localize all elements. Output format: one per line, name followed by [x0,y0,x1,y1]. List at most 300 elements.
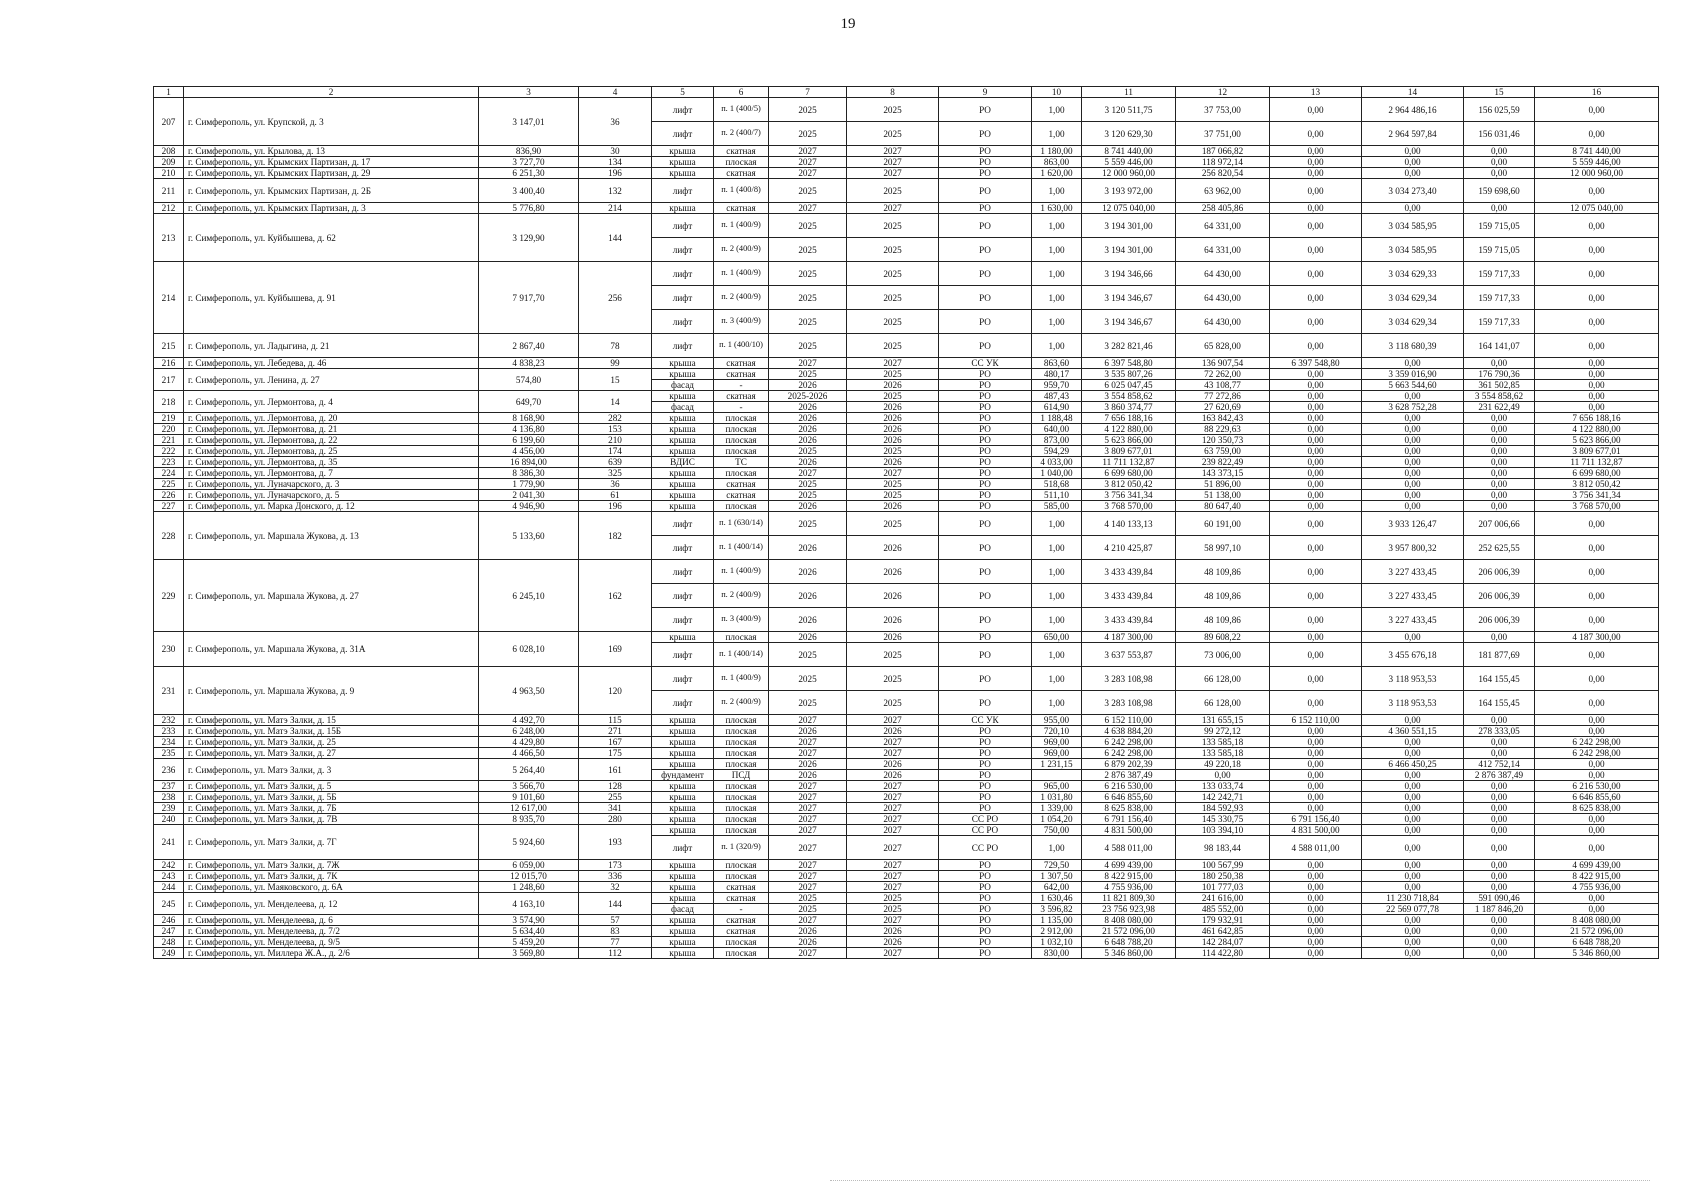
cell-c16: 6 646 855,60 [1535,792,1659,803]
cell-c13: 0,00 [1270,238,1362,262]
area-cell: 5 924,60 [479,825,579,860]
cell-c16: 11 711 132,87 [1535,457,1659,468]
cell-c15: 207 006,66 [1464,512,1535,536]
residents-cell: 77 [579,937,652,948]
cell-c16: 4 699 439,00 [1535,860,1659,871]
area-cell: 5 264,40 [479,759,579,781]
cell-type: крыша [652,781,714,792]
row-number-cell: 212 [154,203,184,214]
cell-y1: 2025 [769,643,847,667]
cell-c15: 1 187 846,20 [1464,904,1535,915]
cell-y2: 2027 [847,468,939,479]
cell-src: РО [939,179,1032,203]
cell-c16: 4 755 936,00 [1535,882,1659,893]
residents-cell: 271 [579,726,652,737]
address-cell: г. Симферополь, ул. Матэ Залки, д. 7К [184,871,479,882]
cell-c14: 3 034 629,34 [1362,286,1464,310]
cell-c15: 0,00 [1464,781,1535,792]
cell-c12: 461 642,85 [1176,926,1270,937]
table-row [154,915,1659,926]
cell-total: 21 572 096,00 [1082,926,1176,937]
cell-c16: 0,00 [1535,825,1659,836]
cell-qty: 1,00 [1032,214,1082,238]
cell-c15: 0,00 [1464,814,1535,825]
cell-c14: 0,00 [1362,915,1464,926]
table-row [154,479,1659,490]
cell-c13: 0,00 [1270,584,1362,608]
cell-src: РО [939,369,1032,380]
address-cell: г. Симферополь, ул. Ладыгина, д. 21 [184,334,479,358]
residents-cell: 115 [579,715,652,726]
cell-c15: 0,00 [1464,836,1535,860]
cell-qty: 1,00 [1032,238,1082,262]
cell-c16: 8 625 838,00 [1535,803,1659,814]
header-cell: 3 [479,87,579,98]
cell-y1: 2025 [769,893,847,904]
cell-y1: 2027 [769,157,847,168]
table-row [154,792,1659,803]
cell-qty: 1,00 [1032,584,1082,608]
residents-cell: 112 [579,948,652,959]
table-row [154,759,1659,770]
cell-src: РО [939,98,1032,122]
address-cell: г. Симферополь, ул. Менделеева, д. 6 [184,915,479,926]
cell-sub: плоская [714,157,769,168]
cell-qty: 729,50 [1032,860,1082,871]
cell-type: крыша [652,168,714,179]
cell-src: РО [939,948,1032,959]
cell-c12: 99 272,12 [1176,726,1270,737]
cell-c12: 64 430,00 [1176,310,1270,334]
cell-c15: 176 790,36 [1464,369,1535,380]
cell-c13: 0,00 [1270,893,1362,904]
cell-c15: 0,00 [1464,926,1535,937]
cell-src: РО [939,737,1032,748]
cell-total: 6 646 855,60 [1082,792,1176,803]
area-cell: 9 101,60 [479,792,579,803]
cell-type: крыша [652,803,714,814]
row-number-cell: 234 [154,737,184,748]
cell-sub: плоская [714,748,769,759]
table-row [154,512,1659,536]
cell-c12: 184 592,93 [1176,803,1270,814]
address-cell: г. Симферополь, ул. Лермонтова, д. 25 [184,446,479,457]
cell-c12: 98 183,44 [1176,836,1270,860]
cell-c14: 3 118 953,53 [1362,691,1464,715]
area-cell: 5 634,40 [479,926,579,937]
cell-sub: плоская [714,792,769,803]
cell-c15: 0,00 [1464,413,1535,424]
cell-y1: 2025 [769,667,847,691]
cell-c14: 0,00 [1362,836,1464,860]
row-number-cell: 219 [154,413,184,424]
address-cell: г. Симферополь, ул. Лермонтова, д. 35 [184,457,479,468]
cell-src: РО [939,286,1032,310]
cell-y1: 2026 [769,402,847,413]
cell-total: 4 588 011,00 [1082,836,1176,860]
cell-c15: 159 717,33 [1464,310,1535,334]
cell-sub: скатная [714,882,769,893]
address-cell: г. Симферополь, ул. Лермонтова, д. 21 [184,424,479,435]
cell-src: РО [939,691,1032,715]
row-number-cell: 224 [154,468,184,479]
row-number-cell: 239 [154,803,184,814]
header-cell: 11 [1082,87,1176,98]
cell-type: лифт [652,584,714,608]
cell-qty: 1,00 [1032,667,1082,691]
area-cell: 4 946,90 [479,501,579,512]
cell-y2: 2025 [847,691,939,715]
cell-y1: 2027 [769,737,847,748]
cell-qty: 3 596,82 [1032,904,1082,915]
cell-c14: 3 628 752,28 [1362,402,1464,413]
cell-total: 6 152 110,00 [1082,715,1176,726]
cell-qty: 1,00 [1032,98,1082,122]
cell-y2: 2026 [847,759,939,770]
cell-y1: 2027 [769,871,847,882]
residents-cell: 120 [579,667,652,715]
cell-src: РО [939,446,1032,457]
cell-y1: 2025 [769,490,847,501]
area-cell: 8 386,30 [479,468,579,479]
residents-cell: 36 [579,479,652,490]
cell-qty: 1,00 [1032,608,1082,632]
cell-c12: 133 585,18 [1176,748,1270,759]
cell-y1: 2026 [769,608,847,632]
cell-c13: 0,00 [1270,479,1362,490]
area-cell: 5 459,20 [479,937,579,948]
cell-src: РО [939,667,1032,691]
cell-y1: 2027 [769,915,847,926]
cell-c16: 0,00 [1535,369,1659,380]
cell-qty: 1,00 [1032,286,1082,310]
cell-c16: 12 000 960,00 [1535,168,1659,179]
cell-c15: 164 155,45 [1464,667,1535,691]
cell-src: РО [939,512,1032,536]
cell-sub: п. 1 (400/9) [714,667,769,691]
cell-c13: 0,00 [1270,413,1362,424]
cell-c13: 0,00 [1270,262,1362,286]
cell-y1: 2026 [769,424,847,435]
cell-sub: плоская [714,781,769,792]
cell-c15: 0,00 [1464,457,1535,468]
cell-c14: 3 227 433,45 [1362,560,1464,584]
table-row [154,814,1659,825]
cell-qty: 2 912,00 [1032,926,1082,937]
cell-qty: 1,00 [1032,536,1082,560]
cell-sub: плоская [714,948,769,959]
cell-y1: 2027 [769,882,847,893]
cell-sub: плоская [714,424,769,435]
cell-type: лифт [652,643,714,667]
cell-c14: 0,00 [1362,457,1464,468]
cell-type: крыша [652,814,714,825]
cell-c15: 361 502,85 [1464,380,1535,391]
cell-y2: 2026 [847,770,939,781]
cell-c15: 0,00 [1464,825,1535,836]
cell-type: крыша [652,358,714,369]
cell-src: РО [939,334,1032,358]
residents-cell: 280 [579,814,652,825]
cell-type: крыша [652,146,714,157]
cell-c13: 0,00 [1270,937,1362,948]
cell-c14: 0,00 [1362,435,1464,446]
table-row [154,726,1659,737]
residents-cell: 83 [579,926,652,937]
cell-qty: 614,90 [1032,402,1082,413]
cell-total: 3 120 629,30 [1082,122,1176,146]
cell-total: 3 637 553,87 [1082,643,1176,667]
address-cell: г. Симферополь, ул. Менделеева, д. 9/5 [184,937,479,948]
cell-type: лифт [652,691,714,715]
area-cell: 4 492,70 [479,715,579,726]
cell-qty: 480,17 [1032,369,1082,380]
cell-type: крыша [652,479,714,490]
cell-c16: 0,00 [1535,893,1659,904]
header-cell: 4 [579,87,652,98]
cell-y2: 2025 [847,238,939,262]
cell-sub: - [714,380,769,391]
area-cell: 8 935,70 [479,814,579,825]
cell-c16: 0,00 [1535,98,1659,122]
cell-c14: 0,00 [1362,715,1464,726]
cell-qty: 1 188,48 [1032,413,1082,424]
area-cell: 4 456,00 [479,446,579,457]
cell-total: 4 210 425,87 [1082,536,1176,560]
area-cell: 3 569,80 [479,948,579,959]
residents-cell: 255 [579,792,652,803]
cell-y2: 2027 [847,871,939,882]
cell-qty: 1,00 [1032,691,1082,715]
address-cell: г. Симферополь, ул. Маршала Жукова, д. 13 [184,512,479,560]
table-row [154,179,1659,203]
cell-sub: плоская [714,413,769,424]
cell-c16: 3 768 570,00 [1535,501,1659,512]
cell-sub: скатная [714,926,769,937]
cell-c13: 6 791 156,40 [1270,814,1362,825]
residents-cell: 196 [579,501,652,512]
cell-c12: 239 822,49 [1176,457,1270,468]
cell-type: лифт [652,98,714,122]
cell-y1: 2026 [769,501,847,512]
cell-src: РО [939,536,1032,560]
cell-sub: скатная [714,391,769,402]
cell-y2: 2027 [847,948,939,959]
cell-total: 8 741 440,00 [1082,146,1176,157]
table-row [154,632,1659,643]
residents-cell: 174 [579,446,652,457]
cell-qty: 585,00 [1032,501,1082,512]
cell-c16: 0,00 [1535,560,1659,584]
cell-c13: 0,00 [1270,536,1362,560]
cell-c15: 156 025,59 [1464,98,1535,122]
row-number-cell: 238 [154,792,184,803]
cell-src: РО [939,501,1032,512]
row-number-cell: 247 [154,926,184,937]
cell-c15: 0,00 [1464,748,1535,759]
cell-c16: 0,00 [1535,904,1659,915]
cell-y1: 2027 [769,814,847,825]
table-row [154,203,1659,214]
cell-c15: 0,00 [1464,146,1535,157]
cell-total: 12 000 960,00 [1082,168,1176,179]
header-cell: 14 [1362,87,1464,98]
cell-c12: 103 394,10 [1176,825,1270,836]
residents-cell: 15 [579,369,652,391]
cell-type: крыша [652,893,714,904]
area-cell: 7 917,70 [479,262,579,334]
cell-c13: 0,00 [1270,446,1362,457]
cell-y1: 2026 [769,937,847,948]
cell-y1: 2027 [769,803,847,814]
cell-y2: 2027 [847,825,939,836]
cell-src: СС УК [939,358,1032,369]
schedule-table-container [153,86,1658,959]
row-number-cell: 232 [154,715,184,726]
cell-c16: 0,00 [1535,584,1659,608]
address-cell: г. Симферополь, ул. Крымских Партизан, д. 29 [184,168,479,179]
cell-c14: 0,00 [1362,825,1464,836]
cell-sub: п. 3 (400/9) [714,608,769,632]
cell-src: РО [939,926,1032,937]
cell-c12: 88 229,63 [1176,424,1270,435]
address-cell: г. Симферополь, ул. Лермонтова, д. 20 [184,413,479,424]
cell-c16: 0,00 [1535,262,1659,286]
address-cell: г. Симферополь, ул. Лермонтова, д. 22 [184,435,479,446]
cell-total: 3 860 374,77 [1082,402,1176,413]
address-cell: г. Симферополь, ул. Крылова, д. 13 [184,146,479,157]
cell-src: РО [939,893,1032,904]
cell-qty: 1 620,00 [1032,168,1082,179]
cell-y1: 2027 [769,146,847,157]
cell-c12: 142 284,07 [1176,937,1270,948]
cell-c15: 0,00 [1464,792,1535,803]
cell-total: 8 625 838,00 [1082,803,1176,814]
cell-y2: 2027 [847,792,939,803]
cell-y2: 2026 [847,608,939,632]
cell-src: РО [939,871,1032,882]
cell-c15: 231 622,49 [1464,402,1535,413]
residents-cell: 196 [579,168,652,179]
cell-y2: 2027 [847,836,939,860]
cell-c15: 412 752,14 [1464,759,1535,770]
cell-total: 3 120 511,75 [1082,98,1176,122]
cell-c12: 256 820,54 [1176,168,1270,179]
cell-qty: 1,00 [1032,836,1082,860]
cell-c14: 0,00 [1362,803,1464,814]
cell-c15: 206 006,39 [1464,584,1535,608]
table-row [154,781,1659,792]
cell-y2: 2025 [847,310,939,334]
cell-c16: 0,00 [1535,608,1659,632]
cell-c15: 0,00 [1464,203,1535,214]
cell-type: крыша [652,501,714,512]
cell-type: фасад [652,904,714,915]
cell-total: 3 812 050,42 [1082,479,1176,490]
cell-y2: 2025 [847,893,939,904]
cell-c16: 0,00 [1535,726,1659,737]
cell-c15: 0,00 [1464,632,1535,643]
cell-c14: 0,00 [1362,413,1464,424]
header-cell: 1 [154,87,184,98]
cell-c15: 0,00 [1464,490,1535,501]
cell-y1: 2027 [769,203,847,214]
cell-sub: скатная [714,893,769,904]
cell-c13: 0,00 [1270,948,1362,959]
cell-c14: 3 034 629,33 [1362,262,1464,286]
area-cell: 12 617,00 [479,803,579,814]
cell-c13: 0,00 [1270,667,1362,691]
cell-c13: 0,00 [1270,334,1362,358]
area-cell: 4 136,80 [479,424,579,435]
header-cell: 9 [939,87,1032,98]
area-cell: 6 028,10 [479,632,579,667]
cell-src: РО [939,262,1032,286]
cell-c15: 0,00 [1464,168,1535,179]
cell-total: 4 187 300,00 [1082,632,1176,643]
cell-y2: 2026 [847,726,939,737]
cell-sub: п. 1 (400/9) [714,560,769,584]
cell-y1: 2025 [769,262,847,286]
cell-y2: 2026 [847,457,939,468]
cell-y2: 2025 [847,262,939,286]
cell-c12: 118 972,14 [1176,157,1270,168]
cell-type: лифт [652,238,714,262]
cell-y1: 2027 [769,836,847,860]
residents-cell: 639 [579,457,652,468]
area-cell: 16 894,00 [479,457,579,468]
cell-qty: 1,00 [1032,262,1082,286]
table-row [154,560,1659,584]
table-row [154,391,1659,402]
cell-src: РО [939,157,1032,168]
address-cell: г. Симферополь, ул. Лермонтова, д. 4 [184,391,479,413]
cell-total: 6 025 047,45 [1082,380,1176,391]
cell-type: лифт [652,560,714,584]
cell-c12: 80 647,40 [1176,501,1270,512]
cell-sub: скатная [714,168,769,179]
cell-c12: 100 567,99 [1176,860,1270,871]
cell-c12: 64 331,00 [1176,214,1270,238]
cell-c12: 58 997,10 [1176,536,1270,560]
cell-c14: 11 230 718,84 [1362,893,1464,904]
row-number-cell: 215 [154,334,184,358]
table-row [154,334,1659,358]
cell-qty: 1,00 [1032,334,1082,358]
cell-c12: 179 932,91 [1176,915,1270,926]
cell-c16: 0,00 [1535,770,1659,781]
cell-qty: 955,00 [1032,715,1082,726]
table-row [154,490,1659,501]
cell-total: 4 140 133,13 [1082,512,1176,536]
cell-c13: 0,00 [1270,146,1362,157]
row-number-cell: 244 [154,882,184,893]
row-number-cell: 235 [154,748,184,759]
cell-c14: 5 663 544,60 [1362,380,1464,391]
cell-c15: 0,00 [1464,871,1535,882]
cell-type: крыша [652,424,714,435]
cell-src: РО [939,759,1032,770]
cell-y2: 2026 [847,632,939,643]
table-row [154,748,1659,759]
cell-c14: 0,00 [1362,358,1464,369]
address-cell: г. Симферополь, ул. Луначарского, д. 3 [184,479,479,490]
cell-c14: 3 455 676,18 [1362,643,1464,667]
cell-c16: 6 216 530,00 [1535,781,1659,792]
cell-c12: 114 422,80 [1176,948,1270,959]
cell-type: лифт [652,179,714,203]
cell-c16: 8 422 915,00 [1535,871,1659,882]
